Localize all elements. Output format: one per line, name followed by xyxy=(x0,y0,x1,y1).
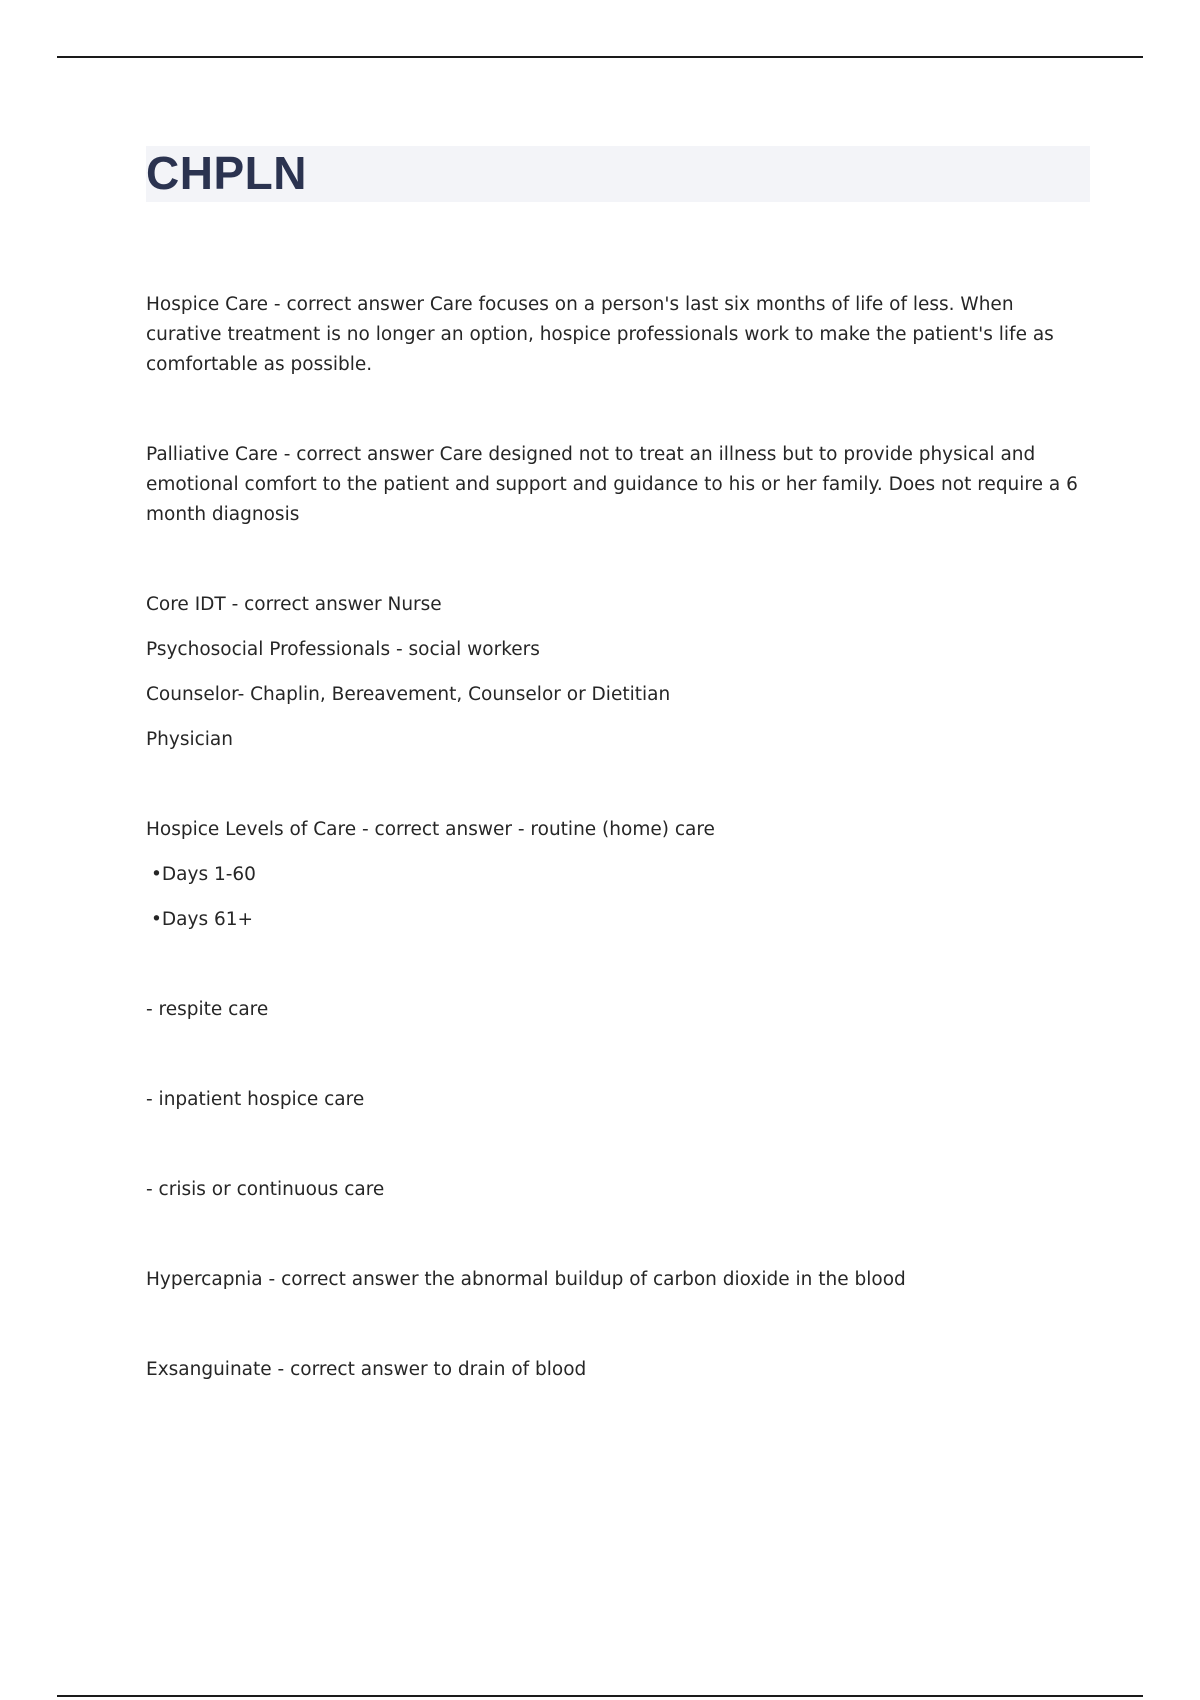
entry-hospice-care: Hospice Care - correct answer Care focuses on a person's last six months of life of less. When curative treatment is no longer an option, hospice professionals work to make the patient's life as comfortable as possible. xyxy=(146,294,1054,375)
document-title: CHPLN xyxy=(146,147,307,199)
entry-inpatient-care: - inpatient hospice care xyxy=(146,1089,365,1110)
document-body xyxy=(146,290,1090,1385)
core-idt-line: Core IDT - correct answer Nurse xyxy=(146,594,442,615)
core-idt-line: Psychosocial Professionals - social workers xyxy=(146,639,540,660)
bottom-rule xyxy=(57,1695,1143,1697)
entry-core-idt xyxy=(146,590,1090,755)
entry-hypercapnia: Hypercapnia - correct answer the abnormal buildup of carbon dioxide in the blood xyxy=(146,1269,906,1290)
entry-respite-care: - respite care xyxy=(146,999,269,1020)
core-idt-line: Physician xyxy=(146,729,233,750)
core-idt-line: Counselor- Chaplin, Bereavement, Counselor or Dietitian xyxy=(146,684,671,705)
entry-levels-of-care xyxy=(146,815,1090,935)
levels-of-care-bullet: •Days 1-60 xyxy=(151,864,256,885)
levels-of-care-line: Hospice Levels of Care - correct answer - routine (home) care xyxy=(146,819,715,840)
entry-palliative-care: Palliative Care - correct answer Care designed not to treat an illness but to provide physical and emotional comfort to the patient and support and guidance to his or her family. Does not require a 6 month diagnosis xyxy=(146,444,1078,525)
top-rule xyxy=(57,56,1143,58)
entry-crisis-care: - crisis or continuous care xyxy=(146,1179,385,1200)
entry-exsanguinate: Exsanguinate - correct answer to drain of blood xyxy=(146,1359,587,1380)
levels-of-care-bullet: •Days 61+ xyxy=(151,909,254,930)
